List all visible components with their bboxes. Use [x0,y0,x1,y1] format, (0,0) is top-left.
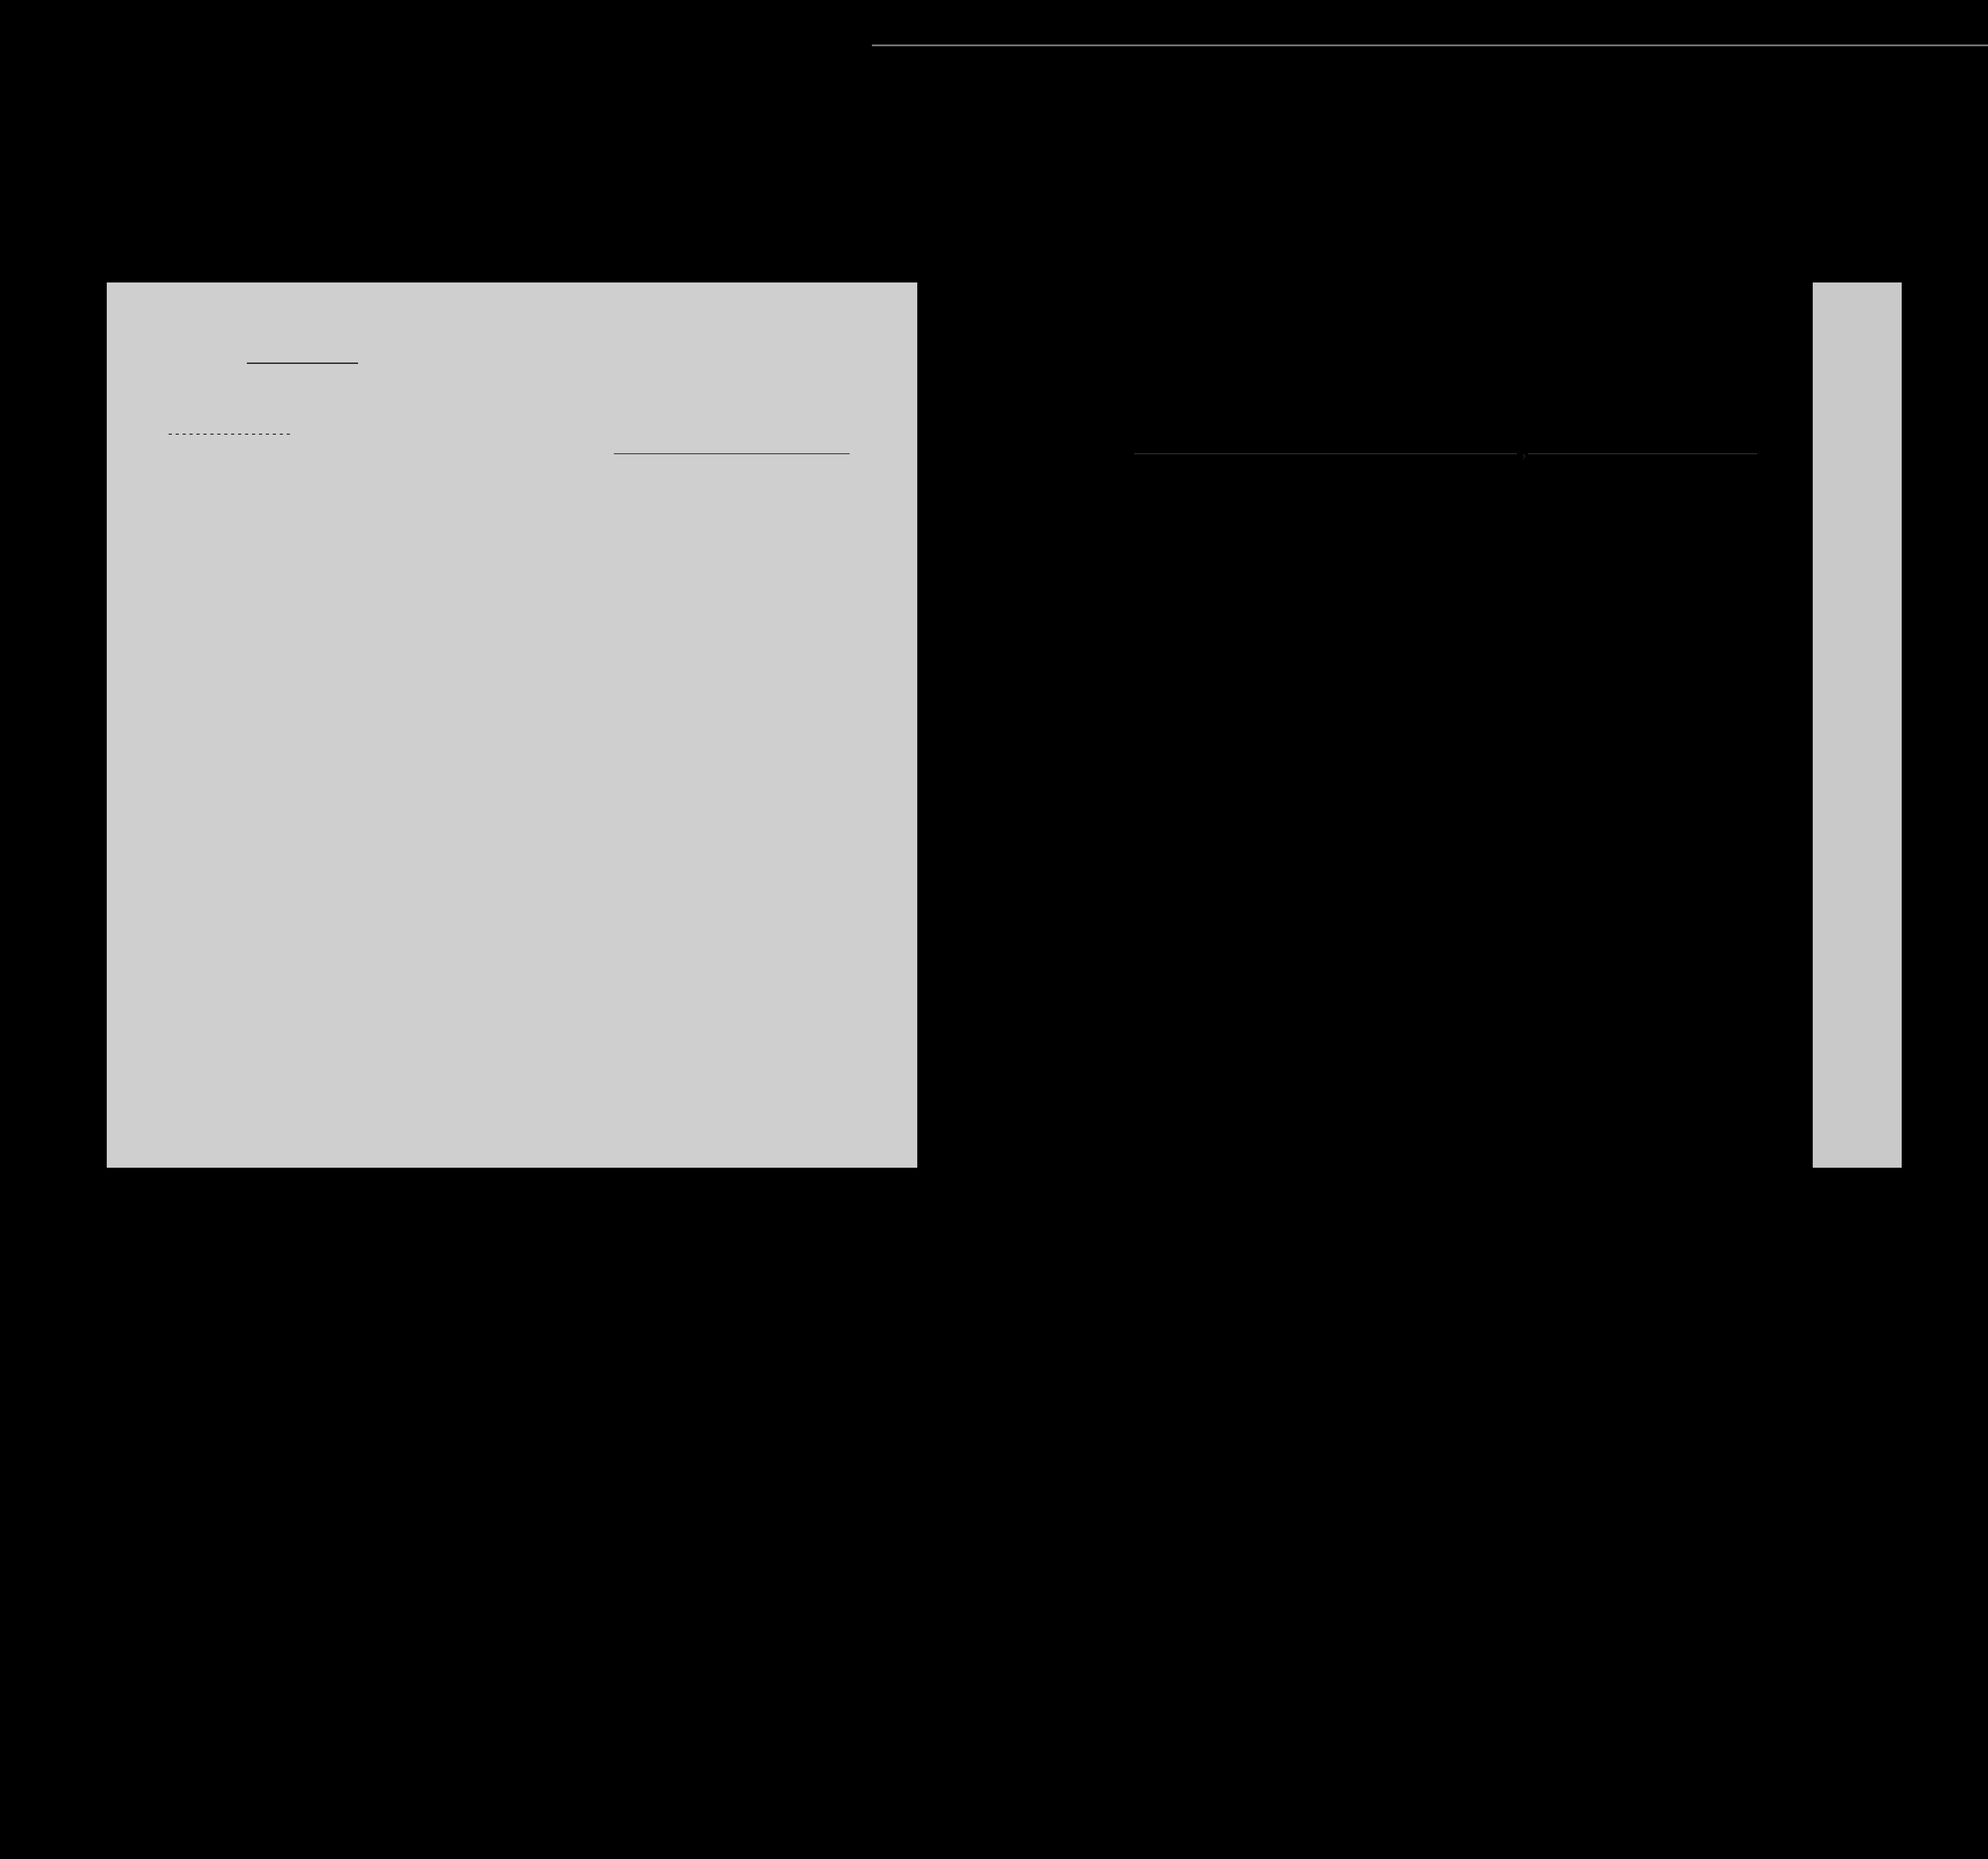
manifest-sheet: ------------------ , [107,282,917,1168]
list-underline [247,363,358,364]
next-sheet-edge [1813,282,1902,1168]
port-underline [1134,453,1517,454]
film-edge-line [872,44,1988,46]
manifest-table [107,469,917,1132]
ship-underline [614,453,850,454]
date-underline [1528,453,1757,454]
